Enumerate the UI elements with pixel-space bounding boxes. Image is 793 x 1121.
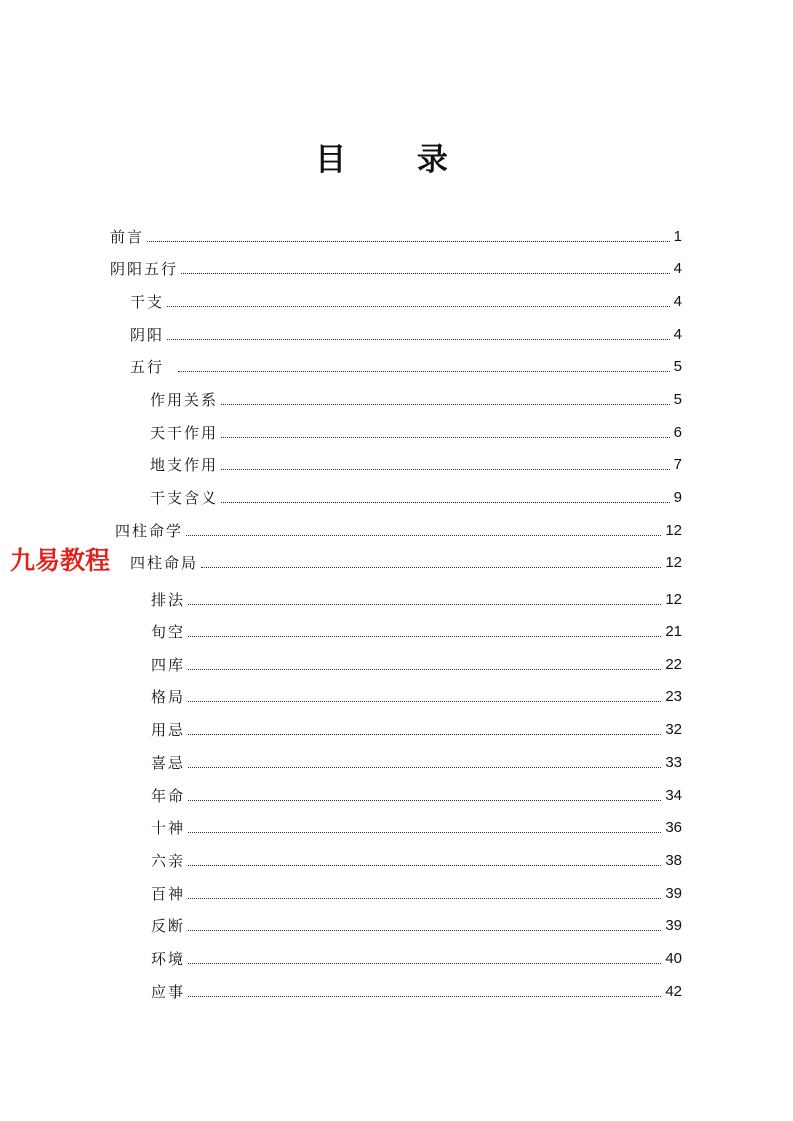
toc-entry[interactable]	[151, 750, 682, 772]
toc-leader-dots	[188, 831, 661, 833]
toc-entry-label: 旬空	[151, 623, 186, 641]
toc-page-number: 5	[673, 358, 682, 375]
toc-entry-label: 五行	[130, 358, 165, 376]
toc-page-number: 22	[665, 656, 682, 673]
toc-entry[interactable]	[150, 420, 682, 442]
toc-leader-dots	[188, 929, 661, 931]
toc-page-number: 36	[665, 819, 682, 836]
toc-entry[interactable]	[130, 354, 682, 376]
toc-page-number: 1	[673, 228, 682, 245]
toc-entry-label: 作用关系	[150, 391, 219, 409]
toc-entry-label: 环境	[151, 950, 186, 968]
toc-leader-dots	[188, 733, 661, 735]
toc-entry-label: 年命	[151, 787, 186, 805]
toc-leader-dots	[221, 403, 670, 405]
toc-entry[interactable]	[151, 946, 682, 968]
toc-page-number: 42	[665, 983, 682, 1000]
toc-entry-label: 四柱命局	[130, 554, 199, 572]
toc-entry[interactable]	[151, 652, 682, 674]
toc-entry[interactable]	[151, 783, 682, 805]
toc-leader-dots	[188, 766, 661, 768]
toc-entry-label: 格局	[151, 688, 186, 706]
toc-page-number: 7	[673, 456, 682, 473]
toc-entry[interactable]	[130, 550, 682, 572]
toc-page-number: 34	[665, 787, 682, 804]
watermark-label: 九易教程	[6, 544, 114, 578]
toc-entry[interactable]	[130, 289, 682, 311]
toc-leader-dots	[188, 635, 661, 637]
toc-entry-label: 喜忌	[151, 754, 186, 772]
toc-entry-label: 天干作用	[150, 424, 219, 442]
toc-entry[interactable]	[151, 619, 682, 641]
toc-entry-label: 阴阳	[130, 326, 165, 344]
toc-leader-dots	[188, 897, 661, 899]
toc-page-number: 32	[665, 721, 682, 738]
toc-entry[interactable]	[115, 518, 682, 540]
toc-entry[interactable]	[150, 387, 682, 409]
toc-leader-dots	[201, 566, 661, 568]
toc-leader-dots	[188, 700, 661, 702]
toc-page-number: 12	[665, 522, 682, 539]
toc-entry-label: 阴阳五行	[110, 260, 179, 278]
toc-entry-label: 十神	[151, 819, 186, 837]
toc-leader-dots	[147, 240, 670, 242]
toc-page-number: 12	[665, 554, 682, 571]
toc-page-number: 39	[665, 885, 682, 902]
toc-leader-dots	[181, 272, 670, 274]
toc-entry-label: 干支含义	[150, 489, 219, 507]
toc-page-number: 38	[665, 852, 682, 869]
toc-leader-dots	[188, 603, 661, 605]
toc-entry[interactable]	[110, 224, 682, 246]
toc-page-number: 12	[665, 591, 682, 608]
toc-leader-dots	[221, 468, 670, 470]
toc-leader-dots	[188, 962, 661, 964]
page-title: 目 录	[315, 142, 478, 178]
toc-entry[interactable]	[150, 452, 682, 474]
toc-entry-label: 前言	[110, 228, 145, 246]
toc-entry[interactable]	[151, 913, 682, 935]
toc-leader-dots	[188, 668, 661, 670]
toc-entry[interactable]	[151, 815, 682, 837]
toc-leader-dots	[178, 370, 670, 372]
toc-entry-label: 用忌	[151, 721, 186, 739]
toc-entry-label: 反断	[151, 917, 186, 935]
toc-leader-dots	[188, 995, 661, 997]
toc-entry-label: 百神	[151, 885, 186, 903]
toc-leader-dots	[186, 534, 661, 536]
toc-page-number: 40	[665, 950, 682, 967]
toc-entry-label: 干支	[130, 293, 165, 311]
toc-entry[interactable]	[130, 322, 682, 344]
toc-page-number: 33	[665, 754, 682, 771]
toc-entry-label: 六亲	[151, 852, 186, 870]
toc-entry-label: 排法	[151, 591, 186, 609]
toc-entry[interactable]	[151, 717, 682, 739]
toc-page-number: 23	[665, 688, 682, 705]
toc-leader-dots	[188, 864, 661, 866]
toc-entry[interactable]	[151, 881, 682, 903]
toc-page-number: 4	[673, 326, 682, 343]
toc-entry-label: 四柱命学	[115, 522, 184, 540]
toc-entry[interactable]	[110, 256, 682, 278]
toc-entry[interactable]	[151, 587, 682, 609]
toc-page-number: 4	[673, 293, 682, 310]
toc-page-number: 4	[673, 260, 682, 277]
toc-page-number: 6	[673, 424, 682, 441]
toc-entry-label: 地支作用	[150, 456, 219, 474]
toc-page-number: 9	[673, 489, 682, 506]
toc-entry-label: 四库	[151, 656, 186, 674]
toc-entry[interactable]	[150, 485, 682, 507]
toc-leader-dots	[221, 436, 670, 438]
toc-entry-label: 应事	[151, 983, 186, 1001]
toc-page-number: 39	[665, 917, 682, 934]
toc-entry[interactable]	[151, 684, 682, 706]
toc-leader-dots	[167, 305, 670, 307]
toc-page-number: 21	[665, 623, 682, 640]
toc-page-number: 5	[673, 391, 682, 408]
toc-leader-dots	[167, 338, 670, 340]
toc-entry[interactable]	[151, 979, 682, 1001]
toc-leader-dots	[221, 501, 670, 503]
toc-entry[interactable]	[151, 848, 682, 870]
toc-leader-dots	[188, 799, 661, 801]
